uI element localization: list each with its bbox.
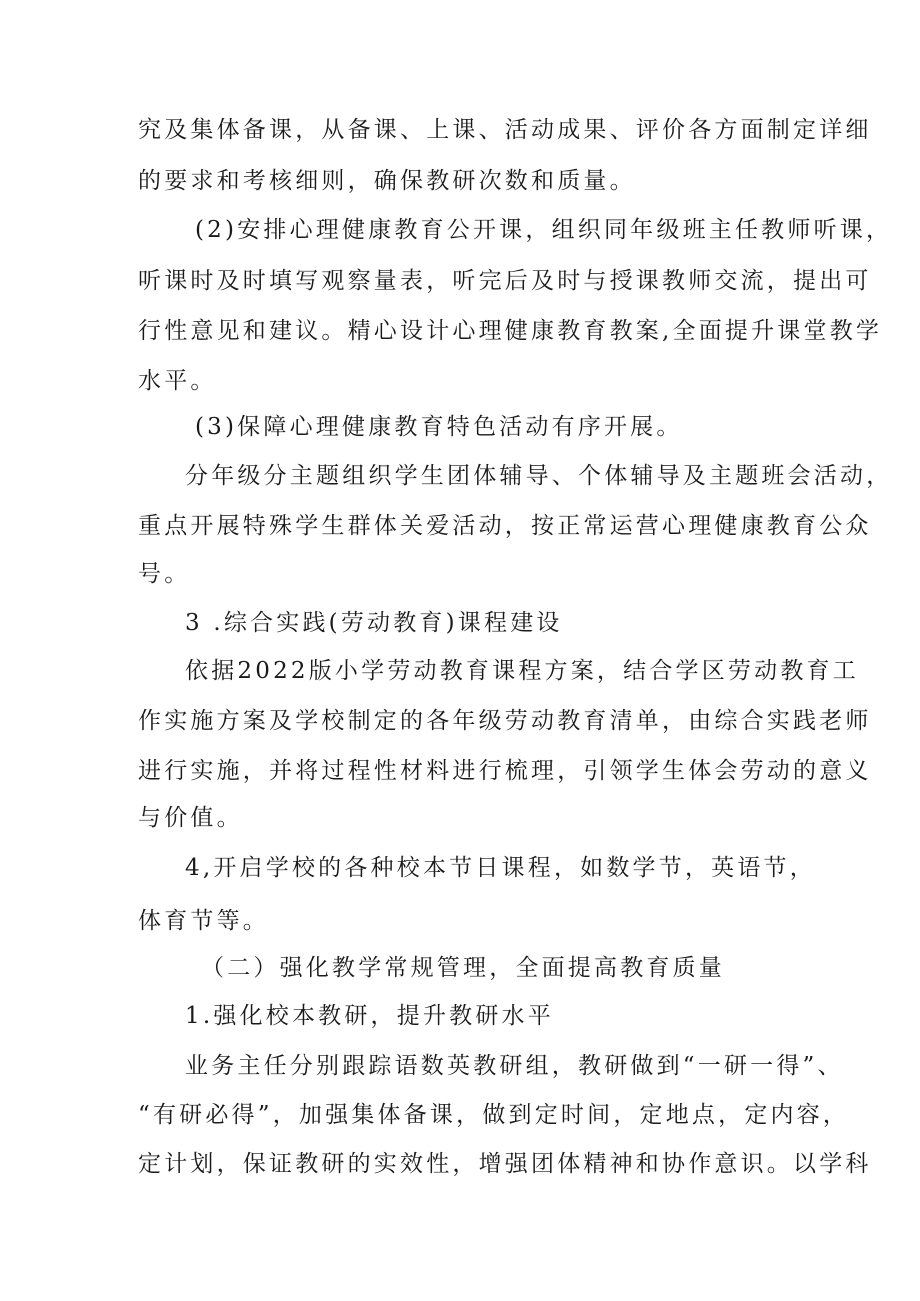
text-line: 4,开启学校的各种校本节日课程，如数学节，英语节， bbox=[185, 855, 816, 881]
text-line: 作实施方案及学校制定的各年级劳动教育清单，由综合实践老师 bbox=[138, 708, 872, 734]
section-heading: （二）强化教学常规管理，全面提高教育质量 bbox=[201, 955, 725, 981]
text-line: (2)安排心理健康教育公开课，组织同年级班主任教师听课， bbox=[195, 217, 893, 243]
text-line: 听课时及时填写观察量表，听完后及时与授课教师交流，提出可 bbox=[138, 268, 872, 294]
text-line: (3)保障心理健康教育特色活动有序开展。 bbox=[195, 414, 683, 440]
subsection-heading: 1.强化校本教研，提升教研水平 bbox=[185, 1003, 554, 1029]
text-line: 进行实施，并将过程性材料进行梳理，引领学生体会劳动的意义 bbox=[138, 758, 872, 784]
text-line: 定计划，保证教研的实效性，增强团体精神和协作意识。以学科 bbox=[138, 1151, 872, 1177]
text-line: 依据2022版小学劳动教育课程方案，结合学区劳动教育工 bbox=[185, 658, 859, 684]
text-line: 的要求和考核细则，确保教研次数和质量。 bbox=[138, 168, 636, 194]
text-line: 行性意见和建议。精心设计心理健康教育教案,全面提升课堂教学 bbox=[138, 318, 883, 344]
text-line: 分年级分主题组织学生团体辅导、个体辅导及主题班会活动， bbox=[185, 463, 893, 489]
text-line: 业务主任分别跟踪语数英教研组，教研做到“一研一得”、 bbox=[185, 1053, 844, 1079]
text-line: 水平。 bbox=[138, 368, 217, 394]
text-line: 重点开展特殊学生群体关爱活动，按正常运营心理健康教育公众 bbox=[138, 513, 872, 539]
text-line: 究及集体备课，从备课、上课、活动成果、评价各方面制定详细 bbox=[138, 117, 872, 143]
text-line: 号。 bbox=[138, 561, 191, 587]
text-line: 体育节等。 bbox=[138, 908, 269, 934]
text-line: 与价值。 bbox=[138, 805, 243, 831]
section-heading: 3 .综合实践(劳动教育)课程建设 bbox=[185, 610, 563, 636]
text-line: “有研必得”，加强集体备课，做到定时间，定地点，定内容， bbox=[138, 1102, 850, 1128]
